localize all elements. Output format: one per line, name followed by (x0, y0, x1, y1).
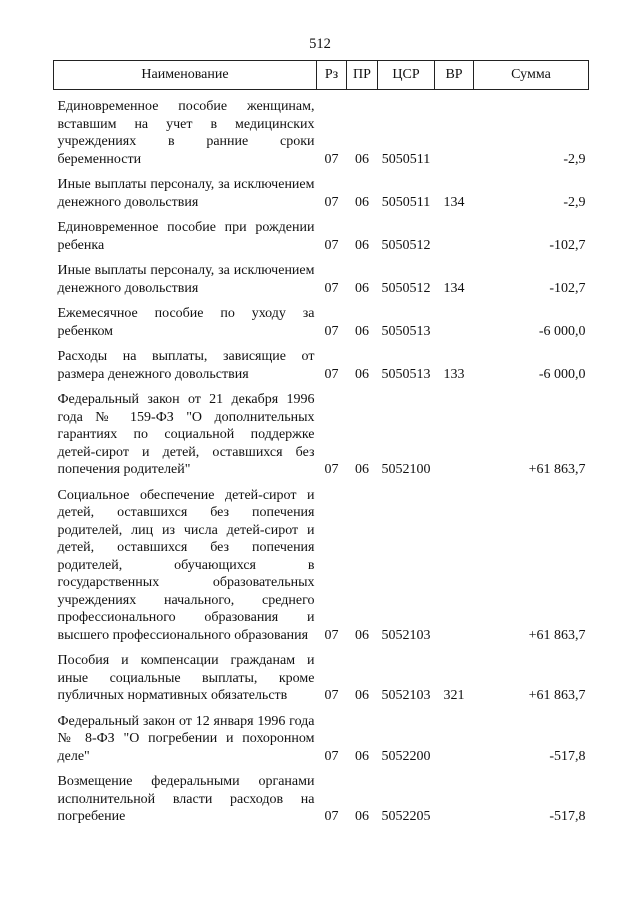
table-row (54, 168, 589, 211)
header-csr: ЦСР (378, 61, 435, 90)
table-row (54, 211, 589, 254)
row-vr (435, 479, 474, 645)
table-row (54, 297, 589, 340)
header-vr: ВР (435, 61, 474, 90)
row-vr (435, 297, 474, 340)
row-vr: 133 (443, 366, 465, 382)
row-pr: 06 (355, 688, 369, 703)
row-csr: 5052200 (381, 748, 431, 764)
row-rz: 07 (324, 237, 339, 253)
row-vr: 134 (443, 280, 465, 296)
header-rz: Рз (317, 61, 347, 90)
table-row (54, 340, 589, 383)
row-vr (435, 211, 474, 254)
row-csr: 5050512 (381, 237, 431, 253)
row-pr: 06 (355, 194, 369, 210)
row-csr: 5050512 (381, 280, 431, 296)
row-pr: 06 (355, 627, 369, 643)
row-sum: -2,9 (563, 151, 586, 167)
row-pr: 06 (355, 280, 369, 296)
row-rz: 07 (324, 627, 339, 643)
row-csr: 5052100 (381, 462, 431, 477)
row-rz: 07 (324, 323, 339, 339)
row-vr: 134 (443, 194, 465, 210)
header-pr: ПР (347, 61, 378, 90)
row-rz: 07 (324, 688, 339, 703)
row-name: Федеральный закон от 12 января 1996 года № 8-ФЗ "О погребении и похоронном деле" (57, 713, 315, 764)
row-name: Пособия и компенсации гражданам и иные социальные выплаты, кроме публичных нормативных обязательств (57, 653, 315, 703)
row-name: Иные выплаты персоналу, за исключением денежного довольствия (57, 263, 315, 296)
row-csr: 5050511 (381, 151, 431, 167)
page-number: 512 (309, 36, 331, 52)
row-csr: 5052103 (381, 627, 431, 643)
row-vr (435, 705, 474, 766)
row-name: Единовременное пособие при рождении ребенка (57, 220, 315, 253)
row-pr: 06 (355, 237, 369, 253)
row-rz: 07 (324, 462, 339, 477)
row-name: Федеральный закон от 21 декабря 1996 года № 159-ФЗ "О дополнительных гарантиях по социальной поддержке детей-сирот и детей, оставшихся без попечения родителей" (57, 392, 315, 477)
table-row (54, 254, 589, 297)
row-sum: +61 863,7 (528, 627, 586, 643)
table-row (54, 383, 589, 479)
table-body (54, 90, 589, 826)
table-header (54, 61, 589, 90)
row-sum: -6 000,0 (538, 366, 586, 382)
row-sum: -102,7 (549, 237, 586, 253)
row-pr: 06 (355, 151, 369, 167)
row-sum: -2,9 (563, 194, 586, 210)
row-pr: 06 (355, 366, 369, 382)
row-name: Возмещение федеральными органами исполнительной власти расходов на погребение (57, 774, 315, 824)
row-pr: 06 (355, 323, 369, 339)
row-rz: 07 (324, 748, 339, 764)
row-csr: 5052205 (381, 809, 431, 824)
row-pr: 06 (355, 809, 369, 824)
row-csr: 5050513 (381, 366, 431, 382)
row-name: Ежемесячное пособие по уходу за ребенком (57, 306, 315, 339)
row-csr: 5052103 (381, 688, 431, 703)
row-rz: 07 (324, 194, 339, 210)
table-row (54, 765, 589, 826)
row-name: Иные выплаты персоналу, за исключением денежного довольствия (57, 177, 315, 210)
table-row (54, 479, 589, 645)
row-csr: 5050513 (381, 323, 431, 339)
row-sum: -6 000,0 (538, 323, 586, 339)
row-vr: 321 (443, 688, 465, 703)
row-sum: -517,8 (549, 809, 586, 824)
row-sum: +61 863,7 (528, 688, 586, 703)
row-pr: 06 (355, 462, 369, 477)
row-vr (435, 90, 474, 169)
row-name: Социальное обеспечение детей-сирот и детей, оставшихся без попечения родителей, лиц из числа детей-сирот и детей, оставшихся без попечения родителей, обучающихся в государственных образовательных учреждениях начального, среднего профессионального образования и высшего профессионального образования (57, 487, 315, 643)
row-rz: 07 (324, 151, 339, 167)
row-sum: +61 863,7 (528, 462, 586, 477)
table-row (54, 90, 589, 169)
header-name: Наименование (54, 61, 317, 90)
budget-table (53, 60, 589, 826)
row-name: Расходы на выплаты, зависящие от размера денежного довольствия (57, 349, 315, 382)
row-vr (435, 765, 474, 826)
table-row (54, 705, 589, 766)
row-rz: 07 (324, 809, 339, 824)
table-row (54, 644, 589, 705)
row-pr: 06 (355, 748, 369, 764)
row-csr: 5050511 (381, 194, 431, 210)
row-rz: 07 (324, 366, 339, 382)
row-sum: -102,7 (549, 280, 586, 296)
row-name: Единовременное пособие женщинам, вставшим на учет в медицинских учреждениях в ранние сроки беременности (57, 99, 315, 167)
header-sum: Сумма (474, 61, 589, 90)
row-rz: 07 (324, 280, 339, 296)
row-sum: -517,8 (549, 748, 586, 764)
row-vr (435, 383, 474, 479)
